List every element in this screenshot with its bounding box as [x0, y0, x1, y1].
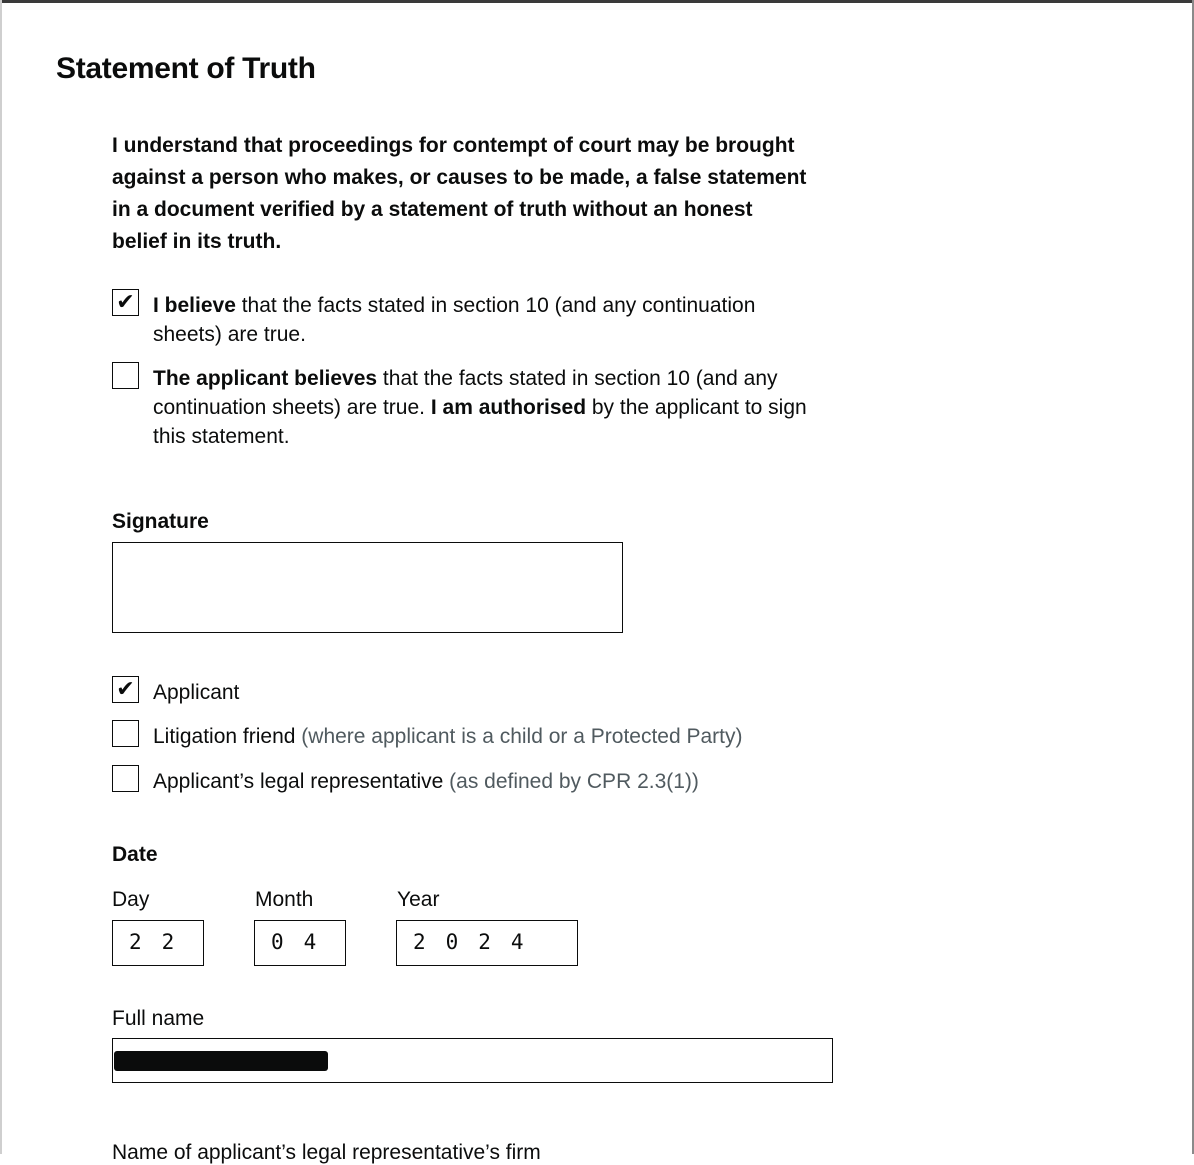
- check-mark-icon: ✔: [116, 289, 135, 314]
- belief-option-2-bold: The applicant believes: [153, 367, 378, 390]
- role-litigation-friend-checkbox[interactable]: [112, 720, 139, 747]
- signature-label: Signature: [112, 510, 209, 533]
- window-top-border: [0, 0, 1194, 3]
- role-litigation-friend-hint: (where applicant is a child or a Protected Party): [301, 725, 743, 748]
- role-legal-rep-label: [153, 767, 699, 796]
- month-label: Month: [255, 888, 314, 911]
- role-legal-rep-text: Applicant’s legal representative: [153, 770, 444, 793]
- role-legal-rep-checkbox[interactable]: [112, 765, 139, 792]
- year-label: Year: [397, 888, 440, 911]
- belief-option-1-label: [153, 291, 793, 349]
- date-label: Date: [112, 843, 158, 866]
- redaction-bar: [114, 1051, 328, 1071]
- role-applicant-checkbox[interactable]: [112, 676, 139, 703]
- check-mark-icon: ✔: [116, 676, 135, 701]
- full-name-input[interactable]: [112, 1038, 833, 1083]
- belief-option-1-checkbox[interactable]: [112, 289, 139, 316]
- page-title: Statement of Truth: [56, 52, 316, 85]
- role-litigation-friend-text: Litigation friend: [153, 725, 296, 748]
- window-left-border: [0, 0, 2, 1154]
- month-input[interactable]: 04: [254, 920, 346, 966]
- year-input[interactable]: 2024: [396, 920, 578, 966]
- role-litigation-friend-label: [153, 722, 743, 751]
- full-name-label: Full name: [112, 1007, 205, 1030]
- belief-option-2-label: [153, 364, 833, 451]
- belief-option-1-text: that the facts stated in section 10 (and any continuation sheets) are true.: [153, 294, 756, 346]
- legal-rep-firm-label: Name of applicant’s legal representative’s firm: [112, 1141, 541, 1164]
- day-input[interactable]: 22: [112, 920, 204, 966]
- belief-option-1-bold: I believe: [153, 294, 236, 317]
- role-applicant-label: [153, 678, 239, 707]
- contempt-warning-text: I understand that proceedings for contempt of court may be brought against a person who makes, or causes to be made, a false statement in a document verified by a statement of truth without an honest belief in its truth.: [112, 134, 807, 253]
- belief-option-2-checkbox[interactable]: [112, 362, 139, 389]
- role-legal-rep-hint: (as defined by CPR 2.3(1)): [449, 770, 699, 793]
- belief-option-2-bold2: I am authorised: [430, 396, 587, 419]
- day-label: Day: [112, 888, 150, 911]
- role-applicant-text: Applicant: [153, 681, 240, 704]
- belief-option-2-text2: by the applicant to sign this statement.: [153, 396, 807, 448]
- belief-option-2-text: that the facts stated in section 10 (and any continuation sheets) are true.: [153, 367, 778, 419]
- signature-field[interactable]: [112, 542, 623, 633]
